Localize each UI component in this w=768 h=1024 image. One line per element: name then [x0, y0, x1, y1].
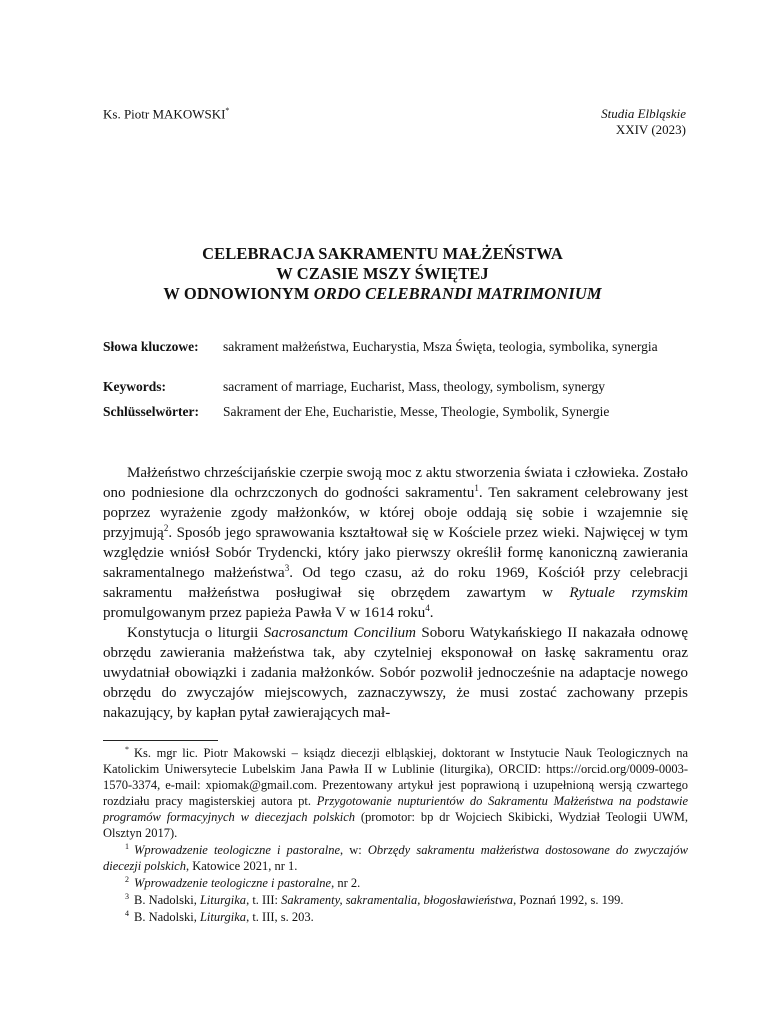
- title-line-3: [60, 284, 705, 304]
- footnote-italic: Sakramenty, sakramentalia, błogosławieństwa: [281, 893, 514, 907]
- footnote-text: B. Nadolski,: [134, 910, 200, 924]
- footnote-text: , w:: [340, 843, 368, 857]
- footnote-4: [103, 909, 688, 925]
- author-header: [103, 106, 229, 122]
- keywords-english-value: sacrament of marriage, Eucharist, Mass, theology, symbolism, synergy: [223, 379, 606, 394]
- author-name: Ks. Piotr MAKOWSKI: [103, 106, 226, 122]
- footnote-text: Ks. mgr lic. Piotr Makowski – ksiądz diecezji elbląskiej, doktorant w Instytucie Nauk Teologicznych na Katolickim Uniwersytecie Lubelskim Jana Pawła II w Lublinie (liturgika), ORCID: https://orcid.org/0009-0003-1570-3374, e-mail: xpiomak@gmail.com. Prezentowany artykuł jest poprawioną i uzupełnioną wersją czwartego rozdziału pracy magisterskiej autora pt.: [103, 746, 688, 808]
- footnote-text: , nr 2.: [331, 876, 361, 890]
- article-title: [60, 244, 705, 304]
- body-text: promulgowanym przez papieża Pawła V w 1614 roku: [103, 605, 426, 621]
- body-text: . Sposób jego sprawowania kształtował się w Kościele przez wieki. Najwięcej w tym względzie wniósł Sobór Trydencki, który jako pierwszy określił formę kanoniczną zawierania sakramentalnego małżeństwa: [103, 525, 688, 581]
- footnote-text: , Poznań 1992, s. 199.: [513, 893, 624, 907]
- footnote-text: B. Nadolski,: [134, 893, 200, 907]
- body-text: . Ten sakrament celebrowany jest poprzez wyrażenie zgody małżonków, w której oboje oddają się sobie i wzajemnie się przyjmują: [103, 485, 688, 541]
- body-paragraph-2: [103, 623, 688, 723]
- footnote-italic: Liturgika: [199, 910, 247, 924]
- keywords-english: [103, 379, 693, 395]
- keywords-polish-value: sakrament małżeństwa, Eucharystia, Msza Święta, teologia, symbolika, synergia: [223, 339, 658, 354]
- keywords-german-value: Sakrament der Ehe, Eucharistie, Messe, Theologie, Symbolik, Synergie: [223, 404, 610, 419]
- title-line-2: W CZASIE MSZY ŚWIĘTEJ: [276, 264, 489, 283]
- article-body: [103, 463, 688, 723]
- footnote-italic: Wprowadzenie teologiczne i pastoralne: [134, 843, 341, 857]
- body-text: .: [429, 605, 434, 621]
- journal-volume: XXIV (2023): [615, 122, 686, 137]
- body-italic: Rytuale rzymskim: [569, 585, 688, 601]
- footnote-ref-4[interactable]: 4: [425, 603, 430, 613]
- footnote-author: [103, 745, 688, 841]
- keywords-german-label: Schlüsselwörter:: [103, 404, 199, 419]
- journal-header: [601, 106, 686, 138]
- footnote-text: , t. III, s. 203.: [246, 910, 314, 924]
- footnote-mark: 4: [125, 908, 129, 918]
- footnote-1: [103, 842, 688, 874]
- body-text: Małżeństwo chrześcijańskie czerpie swoją moc z aktu stworzenia świata i człowieka. Zostało ono podniesione dla ochrzczonych do godności sakramentu: [103, 465, 688, 501]
- footnote-italic: Liturgika: [199, 893, 247, 907]
- footnote-text: , Katowice 2021, nr 1.: [185, 859, 298, 873]
- footnote-mark: 3: [125, 891, 129, 901]
- journal-name: Studia Elbląskie: [601, 106, 686, 121]
- footnotes: [103, 745, 688, 926]
- footnote-text: (promotor: bp dr Wojciech Skibicki, Wydział Teologii UWM, Olsztyn 2017).: [103, 810, 688, 840]
- footnote-2: [103, 875, 688, 891]
- keywords-polish: [103, 339, 693, 355]
- body-text: . Od tego czasu, aż do roku 1969, Kościół przy celebracji sakramentu małżeństwa posługiwał się obrzędem zawartym w: [103, 565, 688, 601]
- body-text: Konstytucja o liturgii: [127, 625, 264, 641]
- keywords-german: [103, 404, 693, 420]
- footnote-mark: 1: [125, 841, 129, 851]
- footnote-italic: Przygotowanie nupturientów do Sakramentu Małżeństwa na podstawie programów formacyjnych w diecezjach polskich: [103, 794, 689, 824]
- body-text: Soboru Watykańskiego II nakazała odnowę obrzędu zawierania małżeństwa tak, aby czytelniej eksponował on łaskę sakramentu oraz uwydatniał obowiązki i zadania małżonków. Sobór pozwolił jednocześnie na adaptacje nowego obrzędu do zwyczajów miejscowych, zaznaczywszy, że musi zostać zachowany przepis nakazujący, by kapłan pytał zawierających mał-: [103, 625, 688, 721]
- footnote-ref-3[interactable]: 3: [284, 563, 290, 573]
- footnote-mark: *: [125, 744, 129, 754]
- title-line-3-italic: ORDO CELEBRANDI MATRIMONIUM: [313, 284, 602, 303]
- footnote-text: , t. III:: [246, 893, 282, 907]
- body-italic: Sacrosanctum Concilium: [263, 625, 416, 641]
- footnote-italic: Wprowadzenie teologiczne i pastoralne: [134, 876, 332, 890]
- title-line-3-prefix: W ODNOWIONYM: [163, 284, 314, 303]
- title-line-1: CELEBRACJA SAKRAMENTU MAŁŻEŃSTWA: [202, 244, 563, 263]
- footnote-separator: [103, 740, 218, 741]
- footnote-italic: Obrzędy sakramentu małżeństwa dostosowane do zwyczajów diecezji polskich: [103, 843, 688, 873]
- footnote-ref-1[interactable]: 1: [474, 483, 479, 493]
- author-footnote-mark: *: [225, 106, 230, 115]
- keywords-english-label: Keywords:: [103, 379, 166, 394]
- body-paragraph-1: [103, 463, 688, 623]
- footnote-ref-2[interactable]: 2: [163, 523, 169, 533]
- footnote-mark: 2: [125, 874, 129, 884]
- keywords-polish-label: Słowa kluczowe:: [103, 339, 199, 354]
- footnote-3: [103, 892, 688, 908]
